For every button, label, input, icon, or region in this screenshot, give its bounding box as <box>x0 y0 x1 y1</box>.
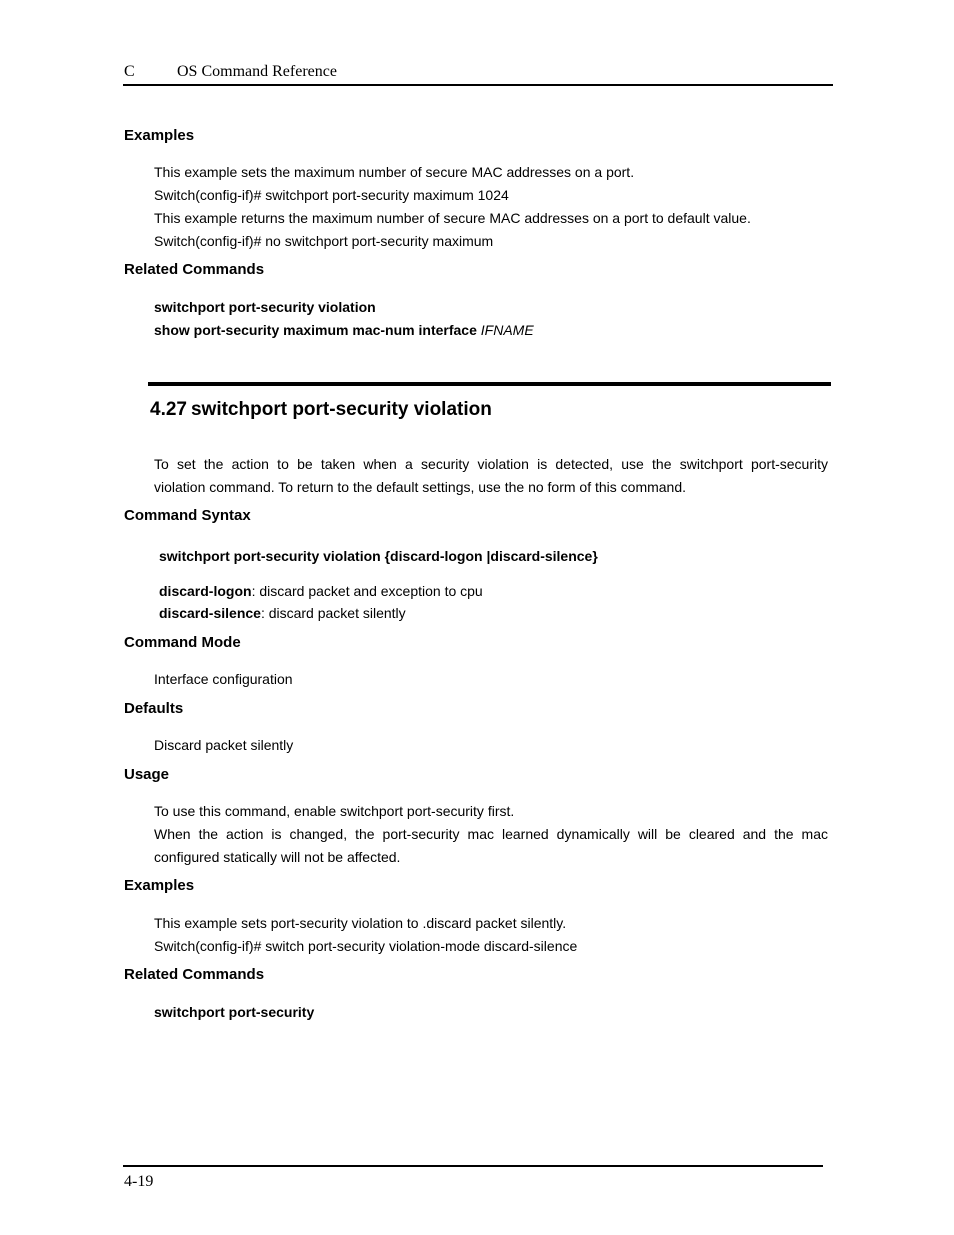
section-rule <box>148 382 831 386</box>
defaults-text: Discard packet silently <box>154 737 294 753</box>
examples-heading: Examples <box>124 877 195 894</box>
section-title: switchport port-security violation <box>190 399 492 420</box>
header-letter: C <box>124 63 135 80</box>
param-name: discard-silence <box>159 605 261 621</box>
related-commands-heading: Related Commands <box>124 966 265 983</box>
example-line: This example sets port-security violation to .discard packet silently. <box>154 915 567 931</box>
examples-heading: Examples <box>124 127 195 144</box>
related-command <box>154 322 534 338</box>
header-rule <box>123 84 833 86</box>
page-number: 4-19 <box>124 1173 154 1190</box>
related-command: switchport port-security violation <box>154 299 376 315</box>
usage-line: When the action is changed, the port-security mac learned dynamically will be cleared and the mac <box>154 826 828 842</box>
example-line: Switch(config-if)# no switchport port-security maximum <box>154 233 494 249</box>
command-syntax-heading: Command Syntax <box>124 507 251 524</box>
param-desc: : discard packet silently <box>260 605 406 621</box>
usage-line: configured statically will not be affected. <box>154 849 401 865</box>
example-line: Switch(config-if)# switchport port-security maximum 1024 <box>154 187 509 203</box>
intro-line: To set the action to be taken when a security violation is detected, use the switchport port-security <box>154 456 828 472</box>
related-command: switchport port-security <box>154 1004 315 1020</box>
usage-line: To use this command, enable switchport port-security first. <box>154 803 515 819</box>
section-heading <box>150 399 492 421</box>
param-item <box>159 605 406 621</box>
usage-heading: Usage <box>124 766 170 783</box>
command-mode: Interface configuration <box>154 671 293 687</box>
section-number: 4.27 <box>150 399 187 420</box>
command-syntax: switchport port-security violation {discard-logon |discard-silence} <box>159 548 598 564</box>
related-command-name: show port-security maximum mac-num interface <box>154 322 481 338</box>
param-item <box>159 583 483 599</box>
example-line: This example returns the maximum number of secure MAC addresses on a port to default value. <box>154 210 751 226</box>
related-command-arg: IFNAME <box>480 322 534 338</box>
example-line: Switch(config-if)# switch port-security violation-mode discard-silence <box>154 938 578 954</box>
defaults-heading: Defaults <box>124 700 184 717</box>
example-line: This example sets the maximum number of secure MAC addresses on a port. <box>154 164 635 180</box>
param-desc: : discard packet and exception to cpu <box>251 583 483 599</box>
related-commands-heading: Related Commands <box>124 261 265 278</box>
footer-rule <box>123 1165 823 1167</box>
intro-line: violation command. To return to the default settings, use the no form of this command. <box>154 479 687 495</box>
param-name: discard-logon <box>159 583 252 599</box>
header-title: OS Command Reference <box>177 63 337 80</box>
command-mode-heading: Command Mode <box>124 634 241 651</box>
